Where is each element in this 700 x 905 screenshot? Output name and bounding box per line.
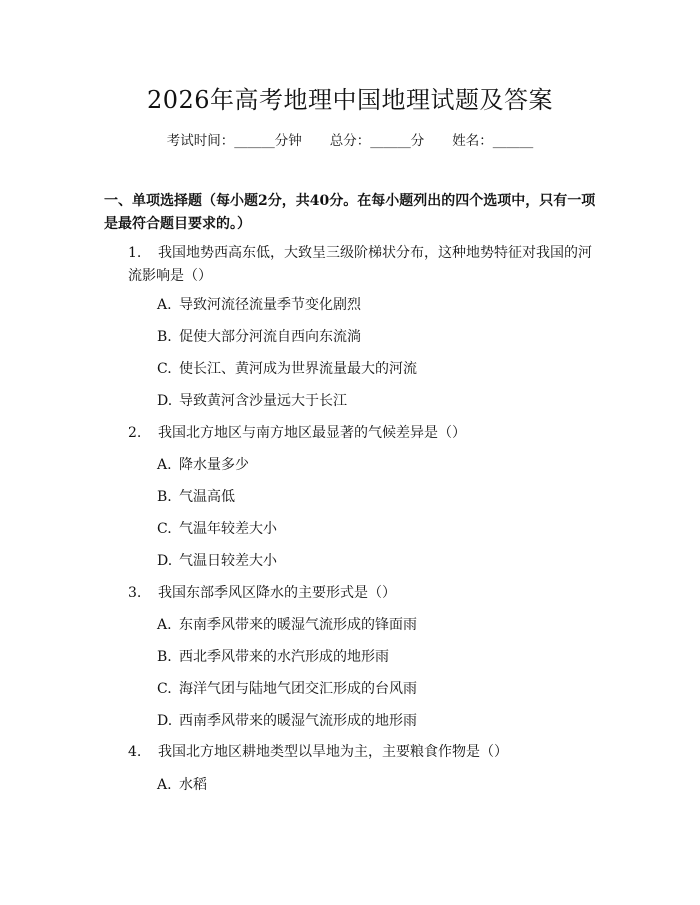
option-letter: B. (157, 649, 172, 665)
option-text: 导致河流径流量季节变化剧烈 (179, 297, 361, 313)
option-text: 气温年较差大小 (179, 521, 277, 537)
question-text: 我国北方地区耕地类型以旱地为主，主要粮食作物是（） (158, 744, 508, 760)
document-title: 2026年高考地理中国地理试题及答案 (146, 86, 554, 114)
option-text: 气温日较差大小 (179, 553, 277, 569)
option-letter: A. (157, 297, 172, 313)
option-letter: A. (157, 617, 172, 633)
option-letter: C. (157, 521, 172, 537)
question-3 (128, 582, 604, 605)
question-2-option-d (157, 551, 597, 571)
option-text: 东南季风带来的暖湿气流形成的锋面雨 (179, 617, 417, 633)
option-text: 西北季风带来的水汽形成的地形雨 (179, 649, 389, 665)
option-text: 导致黄河含沙量远大于长江 (179, 393, 347, 409)
option-letter: B. (157, 329, 172, 345)
question-2-option-b (157, 487, 597, 507)
question-3-option-c (157, 679, 597, 699)
question-number: 4. (128, 744, 142, 760)
question-4 (128, 741, 604, 764)
option-text: 使长江、黄河成为世界流量最大的河流 (179, 361, 417, 377)
exam-time-field: 考试时间：______分钟 (166, 133, 302, 149)
option-text: 水稻 (179, 777, 207, 793)
section-heading: 一、单项选择题（每小题2分，共40分。在每小题列出的四个选项中，只有一项是最符合题目要求的。） (104, 193, 596, 232)
option-text: 促使大部分河流自西向东流淌 (179, 329, 361, 345)
option-letter: D. (157, 713, 173, 729)
question-4-option-a (157, 775, 597, 795)
option-text: 气温高低 (179, 489, 235, 505)
question-number: 2. (128, 425, 142, 441)
question-text: 我国北方地区与南方地区最显著的气候差异是（） (158, 425, 466, 441)
question-1-option-c (157, 359, 597, 379)
total-score-field: 总分：______分 (329, 133, 425, 149)
option-letter: D. (157, 553, 173, 569)
option-letter: A. (157, 457, 172, 473)
question-2-option-a (157, 455, 597, 475)
name-field: 姓名：______ (452, 133, 534, 149)
question-3-option-d (157, 711, 597, 731)
question-2 (128, 422, 604, 445)
question-1-option-a (157, 295, 597, 315)
option-text: 海洋气团与陆地气团交汇形成的台风雨 (179, 681, 417, 697)
question-number: 3. (128, 585, 142, 601)
option-letter: D. (157, 393, 173, 409)
option-text: 降水量多少 (179, 457, 249, 473)
option-letter: A. (157, 777, 172, 793)
question-3-option-b (157, 647, 597, 667)
option-letter: B. (157, 489, 172, 505)
question-1 (128, 242, 604, 288)
question-1-option-d (157, 391, 597, 411)
exam-meta-line (0, 131, 700, 151)
question-number: 1. (128, 245, 142, 261)
option-letter: C. (157, 361, 172, 377)
question-3-option-a (157, 615, 597, 635)
question-text: 我国东部季风区降水的主要形式是（） (158, 585, 396, 601)
question-2-option-c (157, 519, 597, 539)
option-text: 西南季风带来的暖湿气流形成的地形雨 (179, 713, 417, 729)
question-1-option-b (157, 327, 597, 347)
option-letter: C. (157, 681, 172, 697)
question-text: 我国地势西高东低，大致呈三级阶梯状分布，这种地势特征对我国的河流影响是（） (128, 245, 592, 284)
